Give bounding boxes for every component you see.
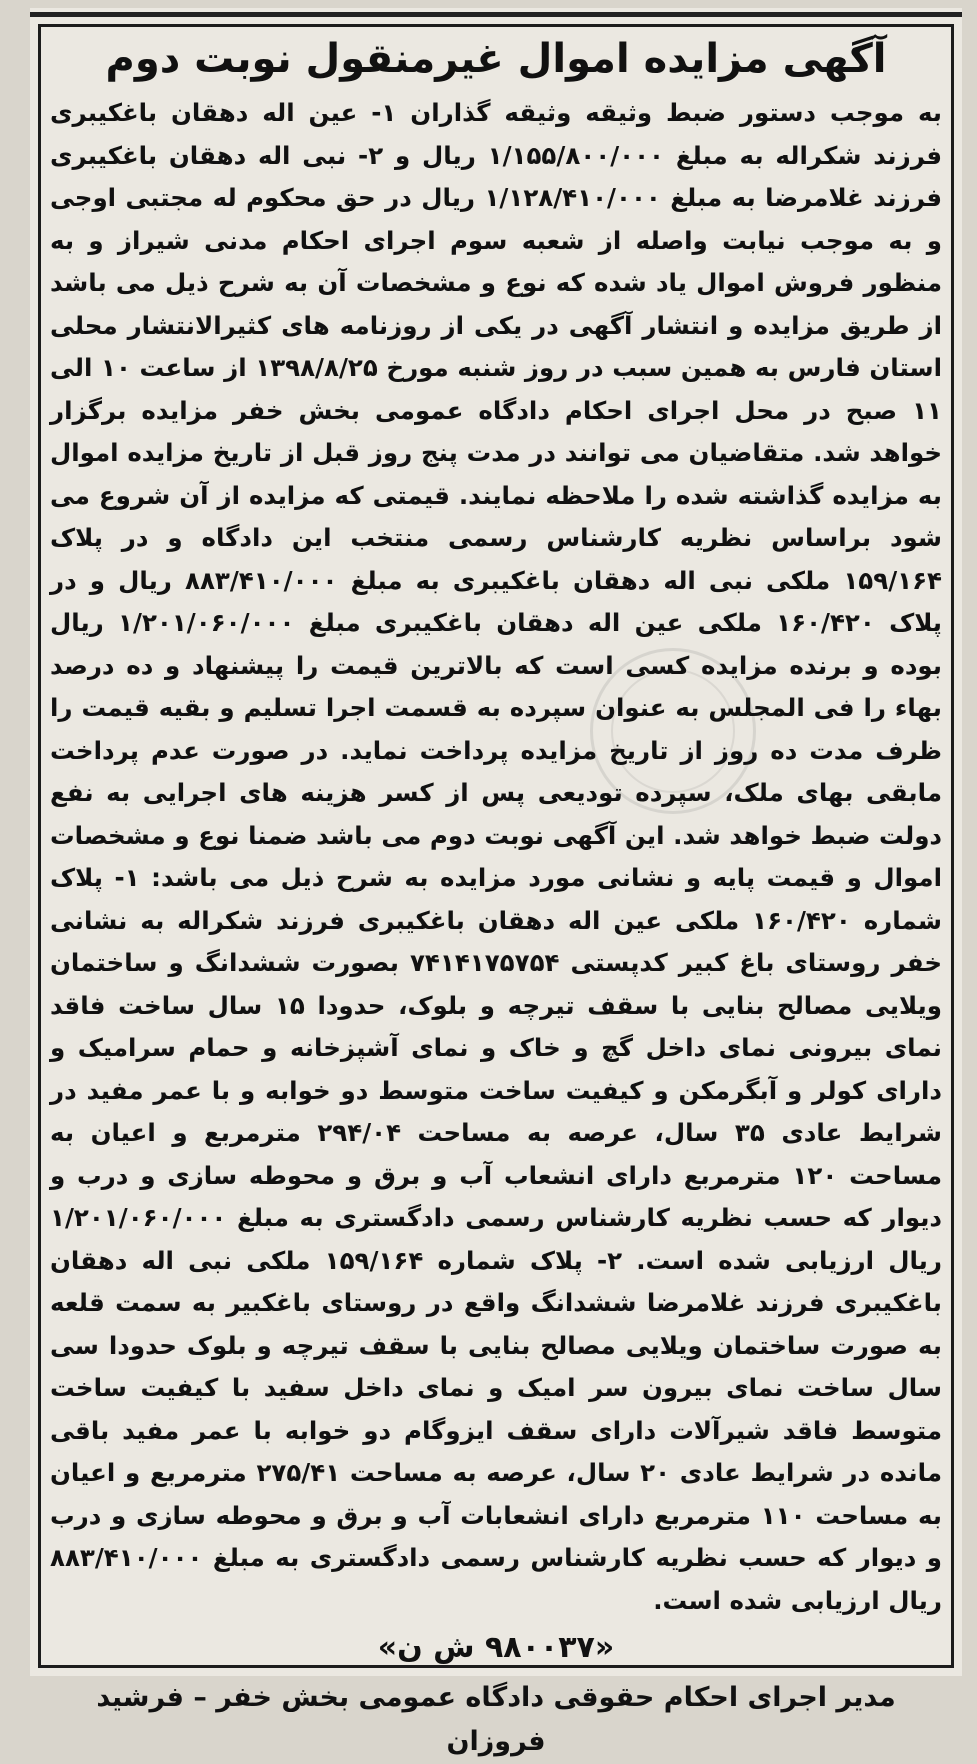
notice-content [50, 32, 942, 1764]
notice-code: «۹۸۰۰۳۷ ش ن» [377, 1630, 615, 1665]
notice-signature: مدیر اجرای احکام حقوقی دادگاه عمومی بخش خفر – فرشید فروزان [96, 1682, 896, 1757]
notice-body: به موجب دستور ضبط وثیقه وثیقه گذاران ۱- عین اله دهقان باغکیبری فرزند شکراله به مبلغ ۱/۱۵۵/۸۰۰/۰۰۰ ریال و ۲- نبی اله دهقان باغکیبری فرزند غلامرضا به مبلغ ۱/۱۲۸/۴۱۰/۰۰۰ ریال در حق محکوم له مجتبی اوجی و به موجب نیابت واصله از شعبه سوم اجرای احکام مدنی شیراز و به منظور فروش اموال یاد شده که نوع و مشخصات آن به شرح ذیل می باشد از طریق مزایده و انتشار آگهی در یکی از روزنامه های کثیرالانتشار محلی استان فارس به همین سبب در روز شنبه مورخ ۱۳۹۸/۸/۲۵ از ساعت ۱۰ الی ۱۱ صبح در محل اجرای احکام دادگاه عمومی بخش خفر مزایده برگزار خواهد شد. متقاضیان می توانند در مدت پنج روز قبل از تاریخ مزایده اموال به مزایده گذاشته شده را ملاحظه نمایند. قیمتی که مزایده از آن شروع می شود براساس نظریه کارشناس رسمی منتخب این دادگاه و در پلاک ۱۵۹/۱۶۴ ملکی نبی اله دهقان باغکیبری به مبلغ ۸۸۳/۴۱۰/۰۰۰ ریال و در پلاک ۱۶۰/۴۲۰ ملکی عین اله دهقان باغکیبری مبلغ ۱/۲۰۱/۰۶۰/۰۰۰ ریال بوده و برنده مزایده کسی است که بالاترین قیمت را پیشنهاد و ده درصد بهاء را فی المجلس به عنوان سپرده به قسمت اجرا تسلیم و بقیه قیمت را ظرف مدت ده روز از تاریخ مزایده پرداخت نماید. در صورت عدم پرداخت مابقی بهای ملک، سپرده تودیعی پس از کسر هزینه های اجرایی به نفع دولت ضبط خواهد شد. این آگهی نوبت دوم می باشد ضمنا نوع و مشخصات اموال و قیمت پایه و نشانی مورد مزایده به شرح ذیل می باشد: ۱- پلاک شماره ۱۶۰/۴۲۰ ملکی عین اله دهقان باغکیبری فرزند شکراله به نشانی خفر روستای باغ کبیر کدپستی ۷۴۱۴۱۷۵۷۵۴ بصورت ششدانگ و ساختمان ویلایی مصالح بنایی با سقف تیرچه و بلوک، حدودا ۱۵ سال ساخت فاقد نمای بیرونی نمای داخل گچ و خاک و نمای آشپزخانه و حمام سرامیک و دارای کولر و آبگرمکن و کیفیت ساخت متوسط دو خوابه و با عمر مفید در شرایط عادی ۳۵ سال، عرصه به مساحت ۲۹۴/۰۴ مترمربع و اعیان به مساحت ۱۲۰ مترمربع دارای انشعاب آب و برق و محوطه سازی و درب و دیوار که حسب نظریه کارشناس رسمی دادگستری به مبلغ ۱/۲۰۱/۰۶۰/۰۰۰ ریال ارزیابی شده است. ۲- پلاک شماره ۱۵۹/۱۶۴ ملکی نبی اله دهقان باغکیبری فرزند غلامرضا ششدانگ واقع در روستای باغکبیر به سمت قلعه به صورت ساختمان ویلایی مصالح بنایی با سقف تیرچه و بلوک حدودا سی سال ساخت نمای بیرون سر امیک و نمای داخل سفید با کیفیت ساخت متوسط فاقد شیرآلات دارای سقف ایزوگام دو خوابه با عمر مفید باقی مانده در شرایط عادی ۲۰ سال، عرصه به مساحت ۲۷۵/۴۱ مترمربع و اعیان به مساحت ۱۱۰ مترمربع دارای انشعابات آب و برق و محوطه سازی و درب و دیوار که حسب نظریه کارشناس رسمی دادگستری به مبلغ ۸۸۳/۴۱۰/۰۰۰ ریال ارزیابی شده است. [50, 98, 943, 1615]
newspaper-clipping [30, 8, 962, 1757]
top-rule [30, 12, 962, 17]
notice-title: آگهی مزایده اموال غیرمنقول نوبت دوم [105, 36, 887, 82]
